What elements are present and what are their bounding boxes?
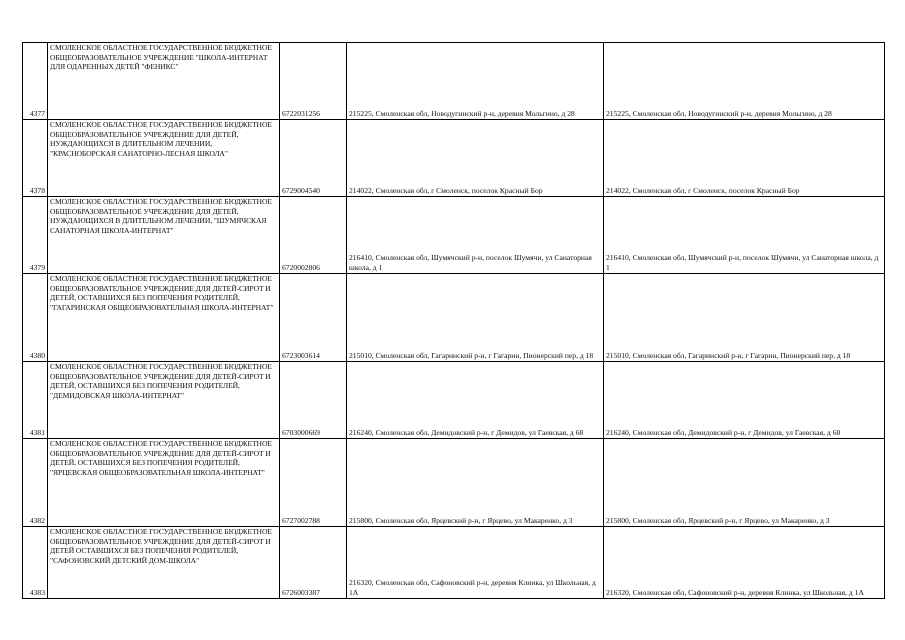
- actual-address-cell: 215225, Смоленская обл, Новодугинский р-н, деревня Мольгино, д 28: [604, 43, 885, 120]
- inn-cell: 6720002806: [280, 197, 347, 274]
- organization-name: СМОЛЕНСКОЕ ОБЛАСТНОЕ ГОСУДАРСТВЕННОЕ БЮДЖЕТНОЕ ОБЩЕОБРАЗОВАТЕЛЬНОЕ УЧРЕЖДЕНИЕ ДЛЯ ДЕТЕЙ, НУЖДАЮЩИХСЯ В ДЛИТЕЛЬНОМ ЛЕЧЕНИИ, "КРАСНОБОРСКАЯ САНАТОРНО-ЛЕСНАЯ ШКОЛА": [48, 120, 280, 197]
- actual-address-cell: 214022, Смоленская обл, г Смоленск, поселок Красный Бор: [604, 120, 885, 197]
- inn-cell: 6729004540: [280, 120, 347, 197]
- table-row: [23, 197, 885, 274]
- table-row: [23, 527, 885, 599]
- organization-name: СМОЛЕНСКОЕ ОБЛАСТНОЕ ГОСУДАРСТВЕННОЕ БЮДЖЕТНОЕ ОБЩЕОБРАЗОВАТЕЛЬНОЕ УЧРЕЖДЕНИЕ "ШКОЛА-ИНТЕРНАТ ДЛЯ ОДАРЕННЫХ ДЕТЕЙ "ФЕНИКС": [48, 43, 280, 120]
- row-number: 4383: [23, 527, 48, 599]
- row-number: 4381: [23, 362, 48, 439]
- legal-address-cell: 215225, Смоленская обл, Новодугинский р-н, деревня Мольгино, д 28: [347, 43, 604, 120]
- organization-name: СМОЛЕНСКОЕ ОБЛАСТНОЕ ГОСУДАРСТВЕННОЕ БЮДЖЕТНОЕ ОБЩЕОБРАЗОВАТЕЛЬНОЕ УЧРЕЖДЕНИЕ ДЛЯ ДЕТЕЙ-СИРОТ И ДЕТЕЙ, ОСТАВШИХСЯ БЕЗ ПОПЕЧЕНИЯ РОДИТЕЛЕЙ, "ГАГАРИНСКАЯ ОБЩЕОБРАЗОВАТЕЛЬНАЯ ШКОЛА-ИНТЕРНАТ": [48, 274, 280, 362]
- table-row: [23, 120, 885, 197]
- row-number: 4377: [23, 43, 48, 120]
- legal-address-cell: 214022, Смоленская обл, г Смоленск, поселок Красный Бор: [347, 120, 604, 197]
- row-number: 4379: [23, 197, 48, 274]
- table-row: [23, 362, 885, 439]
- organization-name: СМОЛЕНСКОЕ ОБЛАСТНОЕ ГОСУДАРСТВЕННОЕ БЮДЖЕТНОЕ ОБЩЕОБРАЗОВАТЕЛЬНОЕ УЧРЕЖДЕНИЕ ДЛЯ ДЕТЕЙ, НУЖДАЮЩИХСЯ В ДЛИТЕЛЬНОМ ЛЕЧЕНИИ, "ШУМЯЧСКАЯ САНАТОРНАЯ ШКОЛА-ИНТЕРНАТ": [48, 197, 280, 274]
- actual-address-cell: 216410, Смоленская обл, Шумячский р-н, поселок Шумячи, ул Санаторная школа, д 1: [604, 197, 885, 274]
- registry-sheet: [22, 42, 884, 599]
- row-number: 4378: [23, 120, 48, 197]
- table-row: [23, 274, 885, 362]
- actual-address-cell: 215010, Смоленская обл, Гагаринский р-н, г Гагарин, Пионерский пер, д 18: [604, 274, 885, 362]
- organization-name: СМОЛЕНСКОЕ ОБЛАСТНОЕ ГОСУДАРСТВЕННОЕ БЮДЖЕТНОЕ ОБЩЕОБРАЗОВАТЕЛЬНОЕ УЧРЕЖДЕНИЕ ДЛЯ ДЕТЕЙ-СИРОТ И ДЕТЕЙ, ОСТАВШИХСЯ БЕЗ ПОПЕЧЕНИЯ РОДИТЕЛЕЙ, "ЯРЦЕВСКАЯ ОБЩЕОБРАЗОВАТЕЛЬНАЯ ШКОЛА-ИНТЕРНАТ": [48, 439, 280, 527]
- organization-name: СМОЛЕНСКОЕ ОБЛАСТНОЕ ГОСУДАРСТВЕННОЕ БЮДЖЕТНОЕ ОБЩЕОБРАЗОВАТЕЛЬНОЕ УЧРЕЖДЕНИЕ ДЛЯ ДЕТЕЙ-СИРОТ И ДЕТЕЙ, ОСТАВШИХСЯ БЕЗ ПОПЕЧЕНИЯ РОДИТЕЛЕЙ, "ДЕМИДОВСКАЯ ШКОЛА-ИНТЕРНАТ": [48, 362, 280, 439]
- row-number: 4382: [23, 439, 48, 527]
- legal-address-cell: 216410, Смоленская обл, Шумячский р-н, поселок Шумячи, ул Санаторная школа, д 1: [347, 197, 604, 274]
- row-number: 4380: [23, 274, 48, 362]
- legal-address-cell: 216320, Смоленская обл, Сафоновский р-н, деревня Клинка, ул Школьная, д 1А: [347, 527, 604, 599]
- inn-cell: 6726003387: [280, 527, 347, 599]
- legal-address-cell: 215010, Смоленская обл, Гагаринский р-н, г Гагарин, Пионерский пер, д 18: [347, 274, 604, 362]
- organization-name: СМОЛЕНСКОЕ ОБЛАСТНОЕ ГОСУДАРСТВЕННОЕ БЮДЖЕТНОЕ ОБЩЕОБРАЗОВАТЕЛЬНОЕ УЧРЕЖДЕНИЕ ДЛЯ ДЕТЕЙ-СИРОТ И ДЕТЕЙ ОСТАВШИХСЯ БЕЗ ПОПЕЧЕНИЯ РОДИТЕЛЕЙ, "САФОНОВСКИЙ ДЕТСКИЙ ДОМ-ШКОЛА": [48, 527, 280, 599]
- legal-address-cell: 216240, Смоленская обл, Демидовский р-н, г Демидов, ул Гаевская, д 68: [347, 362, 604, 439]
- actual-address-cell: 216240, Смоленская обл, Демидовский р-н, г Демидов, ул Гаевская, д 68: [604, 362, 885, 439]
- inn-cell: 6727002788: [280, 439, 347, 527]
- actual-address-cell: 216320, Смоленская обл, Сафоновский р-н, деревня Клинка, ул Школьная, д 1А: [604, 527, 885, 599]
- table-row: [23, 439, 885, 527]
- legal-address-cell: 215800, Смоленская обл, Ярцевский р-н, г Ярцево, ул Макаренко, д 3: [347, 439, 604, 527]
- inn-cell: 6723003614: [280, 274, 347, 362]
- inn-cell: 6703000669: [280, 362, 347, 439]
- actual-address-cell: 215800, Смоленская обл, Ярцевский р-н, г Ярцево, ул Макаренко, д 3: [604, 439, 885, 527]
- inn-cell: 6722031256: [280, 43, 347, 120]
- table-row: [23, 43, 885, 120]
- registry-table: [22, 42, 885, 599]
